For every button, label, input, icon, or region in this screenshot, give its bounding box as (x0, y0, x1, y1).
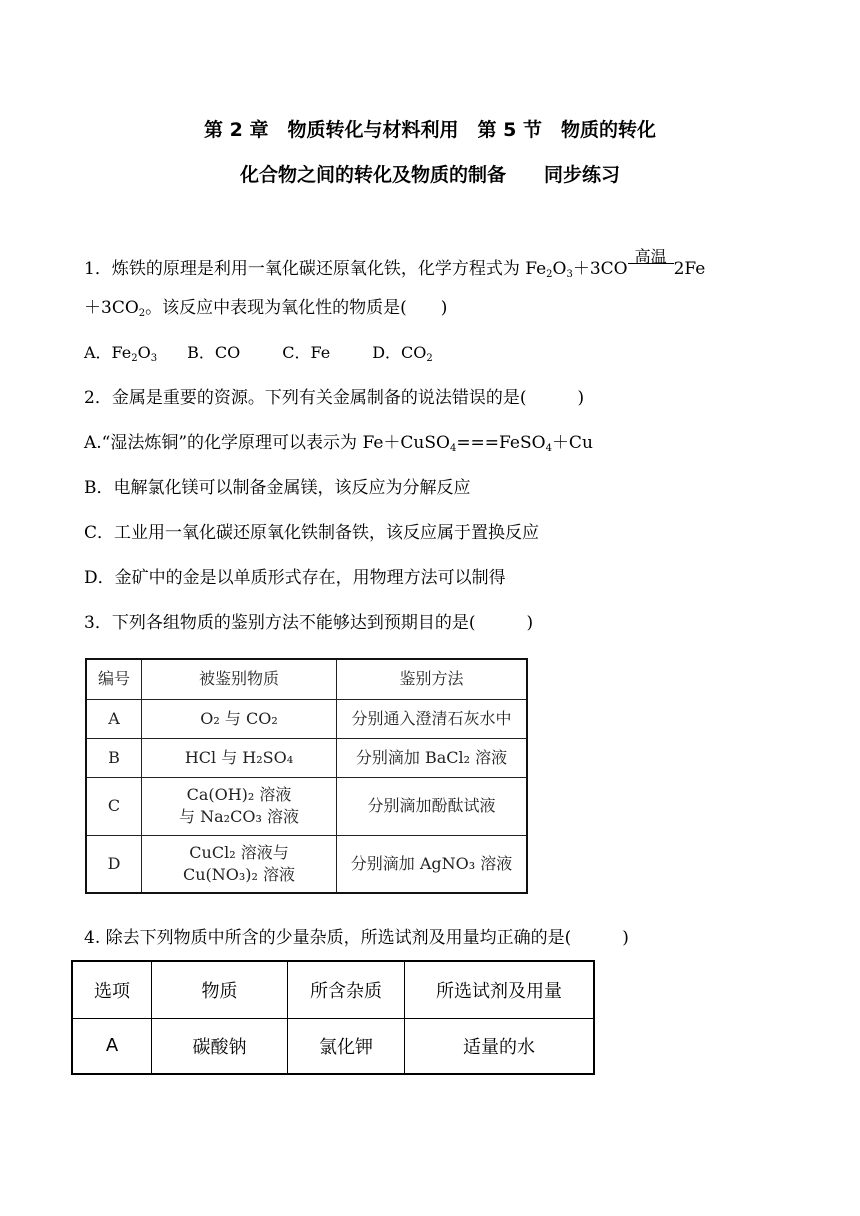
q4-row-impurity: 氯化钾 (288, 1018, 405, 1074)
q3-row-substance: O₂ 与 CO₂ (142, 699, 337, 738)
q3-row-id: C (86, 777, 142, 835)
q1-option-c[interactable]: C．Fe (282, 343, 331, 362)
high-temp-condition: 高温 (628, 257, 674, 281)
q1-option-b[interactable]: B．CO (187, 343, 241, 362)
q4-header-impurity: 所含杂质 (288, 961, 405, 1018)
q1-option-a[interactable]: A．$Fe_2O_3$ (84, 343, 158, 364)
q1-line1: 1．炼铁的原理是利用一氧化碳还原氧化铁，化学方程式为 $Fe_2O_3+3CO$ 高温 2Fe (84, 247, 706, 280)
q3-row-substance: Ca(OH)₂ 溶液 与 Na₂CO₃ 溶液 (142, 777, 337, 835)
q2-stem: 2．金属是重要的资源。下列有关金属制备的说法错误的是( ) (84, 388, 585, 408)
q3-stem: 3．下列各组物质的鉴别方法不能够达到预期目的是( ) (84, 613, 534, 633)
q3-header-substance: 被鉴别物质 (142, 659, 337, 699)
q1-options (84, 341, 433, 365)
q2-option-d[interactable]: D．金矿中的金是以单质形式存在，用物理方法可以制得 (84, 568, 506, 588)
q4-header-substance: 物质 (152, 961, 288, 1018)
q3-row-method: 分别滴加酚酞试液 (337, 777, 528, 835)
page-title: 第 2 章 物质转化与材料利用 第 5 节 物质的转化 (204, 119, 656, 141)
q1-option-d[interactable]: D．$CO_2$ (372, 343, 433, 364)
q3-row-method: 分别通入澄清石灰水中 (337, 699, 528, 738)
q3-row-id: A (86, 699, 142, 738)
q3-row-method: 分别滴加 BaCl₂ 溶液 (337, 738, 528, 777)
q2-option-b[interactable]: B．电解氯化镁可以制备金属镁，该反应为分解反应 (84, 478, 471, 498)
q3-row-substance: CuCl₂ 溶液与 Cu(NO₃)₂ 溶液 (142, 835, 337, 893)
q2-option-c[interactable]: C．工业用一氧化碳还原氧化铁制备铁，该反应属于置换反应 (84, 523, 540, 543)
q4-stem: 4. 除去下列物质中所含的少量杂质，所选试剂及用量均正确的是( ) (84, 928, 629, 948)
q3-header-id: 编号 (86, 659, 142, 699)
q3-row-method: 分别滴加 AgNO₃ 溶液 (337, 835, 528, 893)
q4-row-option: A (72, 1018, 152, 1074)
page-subtitle: 化合物之间的转化及物质的制备 同步练习 (239, 164, 620, 186)
q1-line2: $+3CO_2$。该反应中表现为氧化性的物质是( ) (84, 298, 448, 319)
q2-option-a[interactable]: A.“湿法炼铜”的化学原理可以表示为 Fe＋CuSO$_4$===FeSO$_4$＋Cu (84, 433, 593, 454)
q3-row-substance: HCl 与 H₂SO₄ (142, 738, 337, 777)
q4-row-reagent: 适量的水 (405, 1018, 595, 1074)
q3-header-method: 鉴别方法 (337, 659, 528, 699)
q3-row-id: B (86, 738, 142, 777)
q3-row-id: D (86, 835, 142, 893)
q4-row-substance: 碳酸钠 (152, 1018, 288, 1074)
q4-header-reagent: 所选试剂及用量 (405, 961, 595, 1018)
q4-header-option: 选项 (72, 961, 152, 1018)
q4-table (71, 960, 595, 1075)
q3-table (85, 658, 528, 894)
